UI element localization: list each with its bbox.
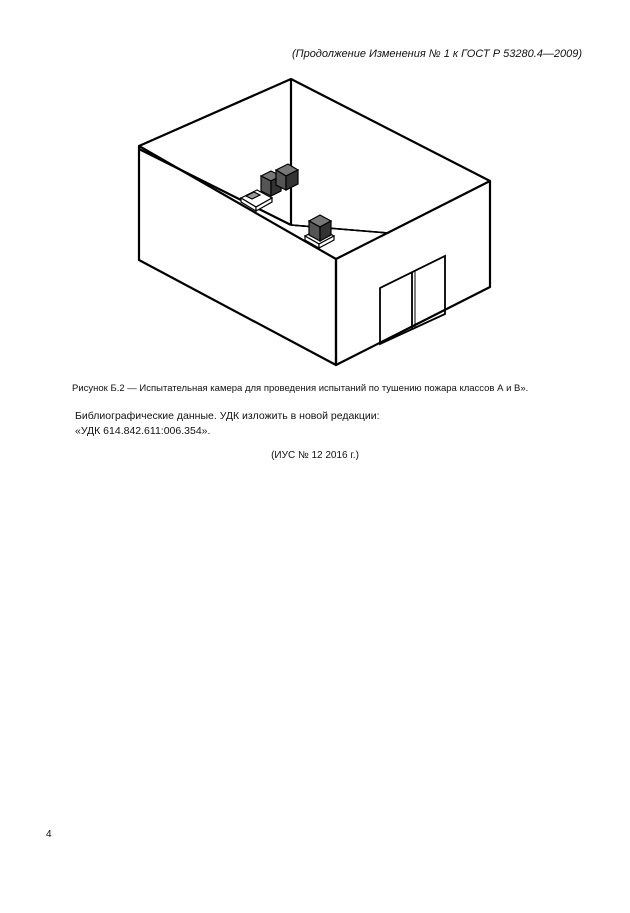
bibliographic-line-1: Библиографические данные. УДК изложить в новой редакции:: [75, 410, 380, 422]
ius-note: (ИУС № 12 2016 г.): [271, 450, 359, 461]
fire-source-group-1: [241, 164, 298, 211]
bibliographic-data: [75, 409, 380, 439]
bibliographic-line-2: «УДК 614.842.611:006.354».: [75, 425, 211, 437]
fire-source-2: [305, 215, 334, 248]
back-top-edge: [139, 79, 490, 181]
continuation-note: (Продолжение Изменения № 1 к ГОСТ Р 53280.4—2009): [291, 48, 582, 60]
front-right-wall: [336, 181, 490, 365]
figure-caption: Рисунок Б.2 — Испытательная камера для проведения испытаний по тушению пожара классов А и В».: [72, 383, 529, 394]
interior-floor-line: [291, 225, 389, 233]
door: [380, 256, 445, 344]
page-number: 4: [46, 829, 52, 840]
front-left-wall: [139, 146, 336, 365]
